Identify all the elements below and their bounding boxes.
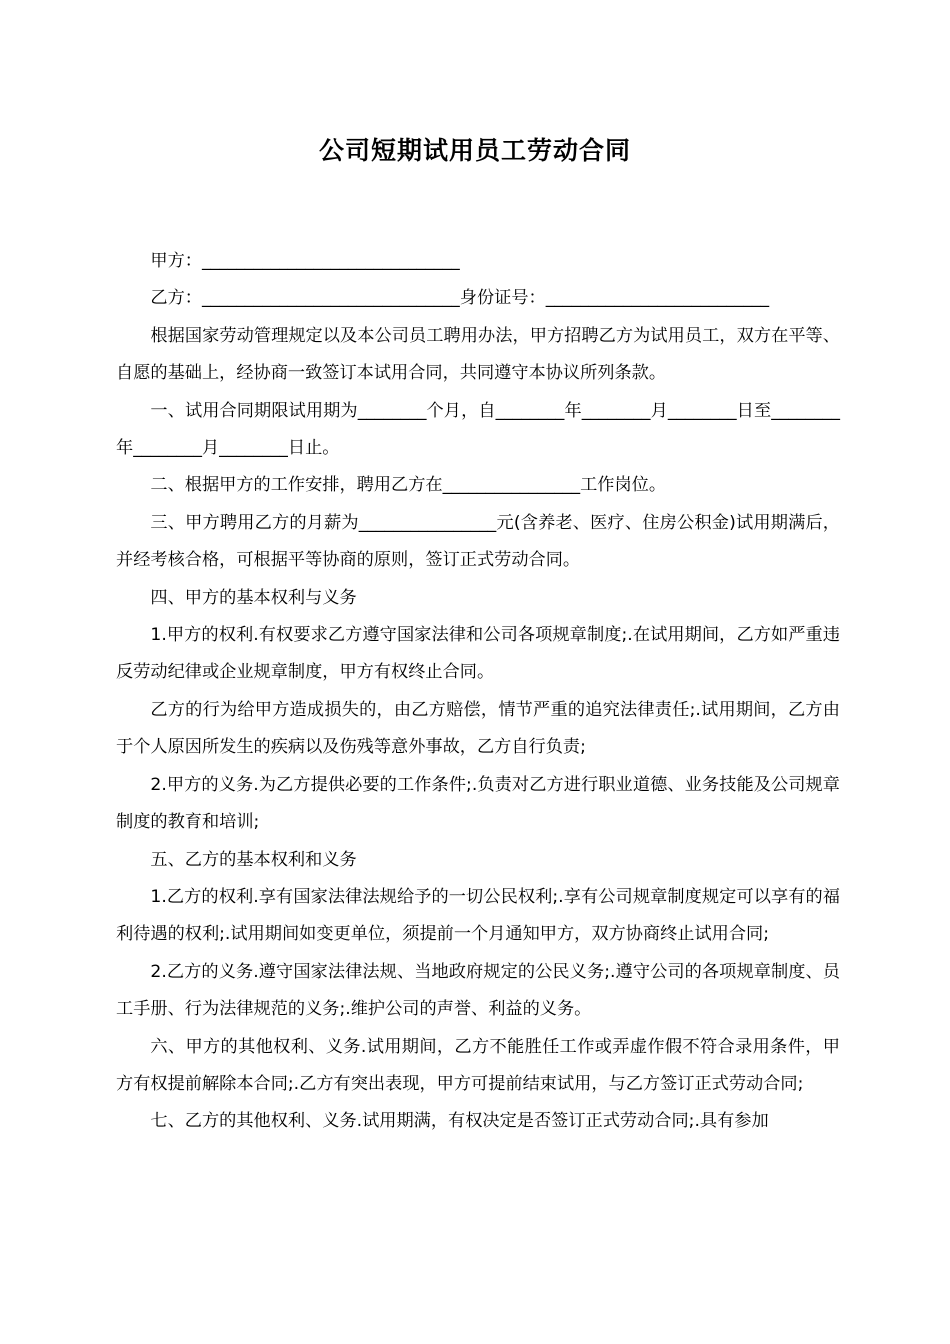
party-b-line: 乙方：______________________________身份证号：__________________________	[150, 288, 770, 309]
clause-4-heading: 四、甲方的基本权利与义务	[150, 587, 357, 608]
clause-4-1-paragraph: 1.甲方的权利.有权要求乙方遵守国家法律和公司各项规章制度;.在试用期间，乙方如严重违反劳动纪律或企业规章制度，甲方有权终止合同。	[116, 625, 840, 683]
clause-3-paragraph: 三、甲方聘用乙方的月薪为________________元(含养老、医疗、住房公积金)试用期满后，并经考核合格，可根据平等协商的原则，签订正式劳动合同。	[116, 512, 840, 571]
clause-4-1-continued-paragraph: 乙方的行为给甲方造成损失的，由乙方赔偿，情节严重的追究法律责任;.试用期间，乙方由于个人原因所发生的疾病以及伤残等意外事故，乙方自行负责;	[116, 699, 840, 758]
document-body	[116, 243, 840, 1141]
clause-5-heading: 五、乙方的基本权利和义务	[150, 849, 357, 870]
preamble-paragraph: 根据国家劳动管理规定以及本公司员工聘用办法，甲方招聘乙方为试用员工，双方在平等、自愿的基础上，经协商一致签订本试用合同，共同遵守本协议所列条款。	[116, 325, 840, 384]
party-a-line: 甲方：______________________________	[150, 251, 460, 271]
clause-1-paragraph: 一、试用合同期限试用期为________个月，自________年________月________日至________年________月________日止。	[116, 400, 840, 459]
clause-5-2-paragraph: 2.乙方的义务.遵守国家法律法规、当地政府规定的公民义务;.遵守公司的各项规章制度、员工手册、行为法律规范的义务;.维护公司的声誉、利益的义务。	[116, 961, 840, 1020]
clause-7-paragraph: 七、乙方的其他权利、义务.试用期满，有权决定是否签订正式劳动合同;.具有参加	[150, 1111, 769, 1132]
clause-5-1-paragraph: 1.乙方的权利.享有国家法律法规给予的一切公民权利;.享有公司规章制度规定可以享有的福利待遇的权利;.试用期间如变更单位，须提前一个月通知甲方，双方协商终止试用合同;	[116, 886, 840, 945]
clause-2-paragraph: 二、根据甲方的工作安排，聘用乙方在________________工作岗位。	[150, 475, 667, 496]
clause-6-paragraph: 六、甲方的其他权利、义务.试用期间，乙方不能胜任工作或弄虚作假不符合录用条件，甲方有权提前解除本合同;.乙方有突出表现，甲方可提前结束试用，与乙方签订正式劳动合同;	[116, 1036, 840, 1094]
clause-4-2-paragraph: 2.甲方的义务.为乙方提供必要的工作条件;.负责对乙方进行职业道德、业务技能及公司规章制度的教育和培训;	[116, 774, 840, 833]
document-title: 公司短期试用员工劳动合同	[318, 136, 631, 165]
